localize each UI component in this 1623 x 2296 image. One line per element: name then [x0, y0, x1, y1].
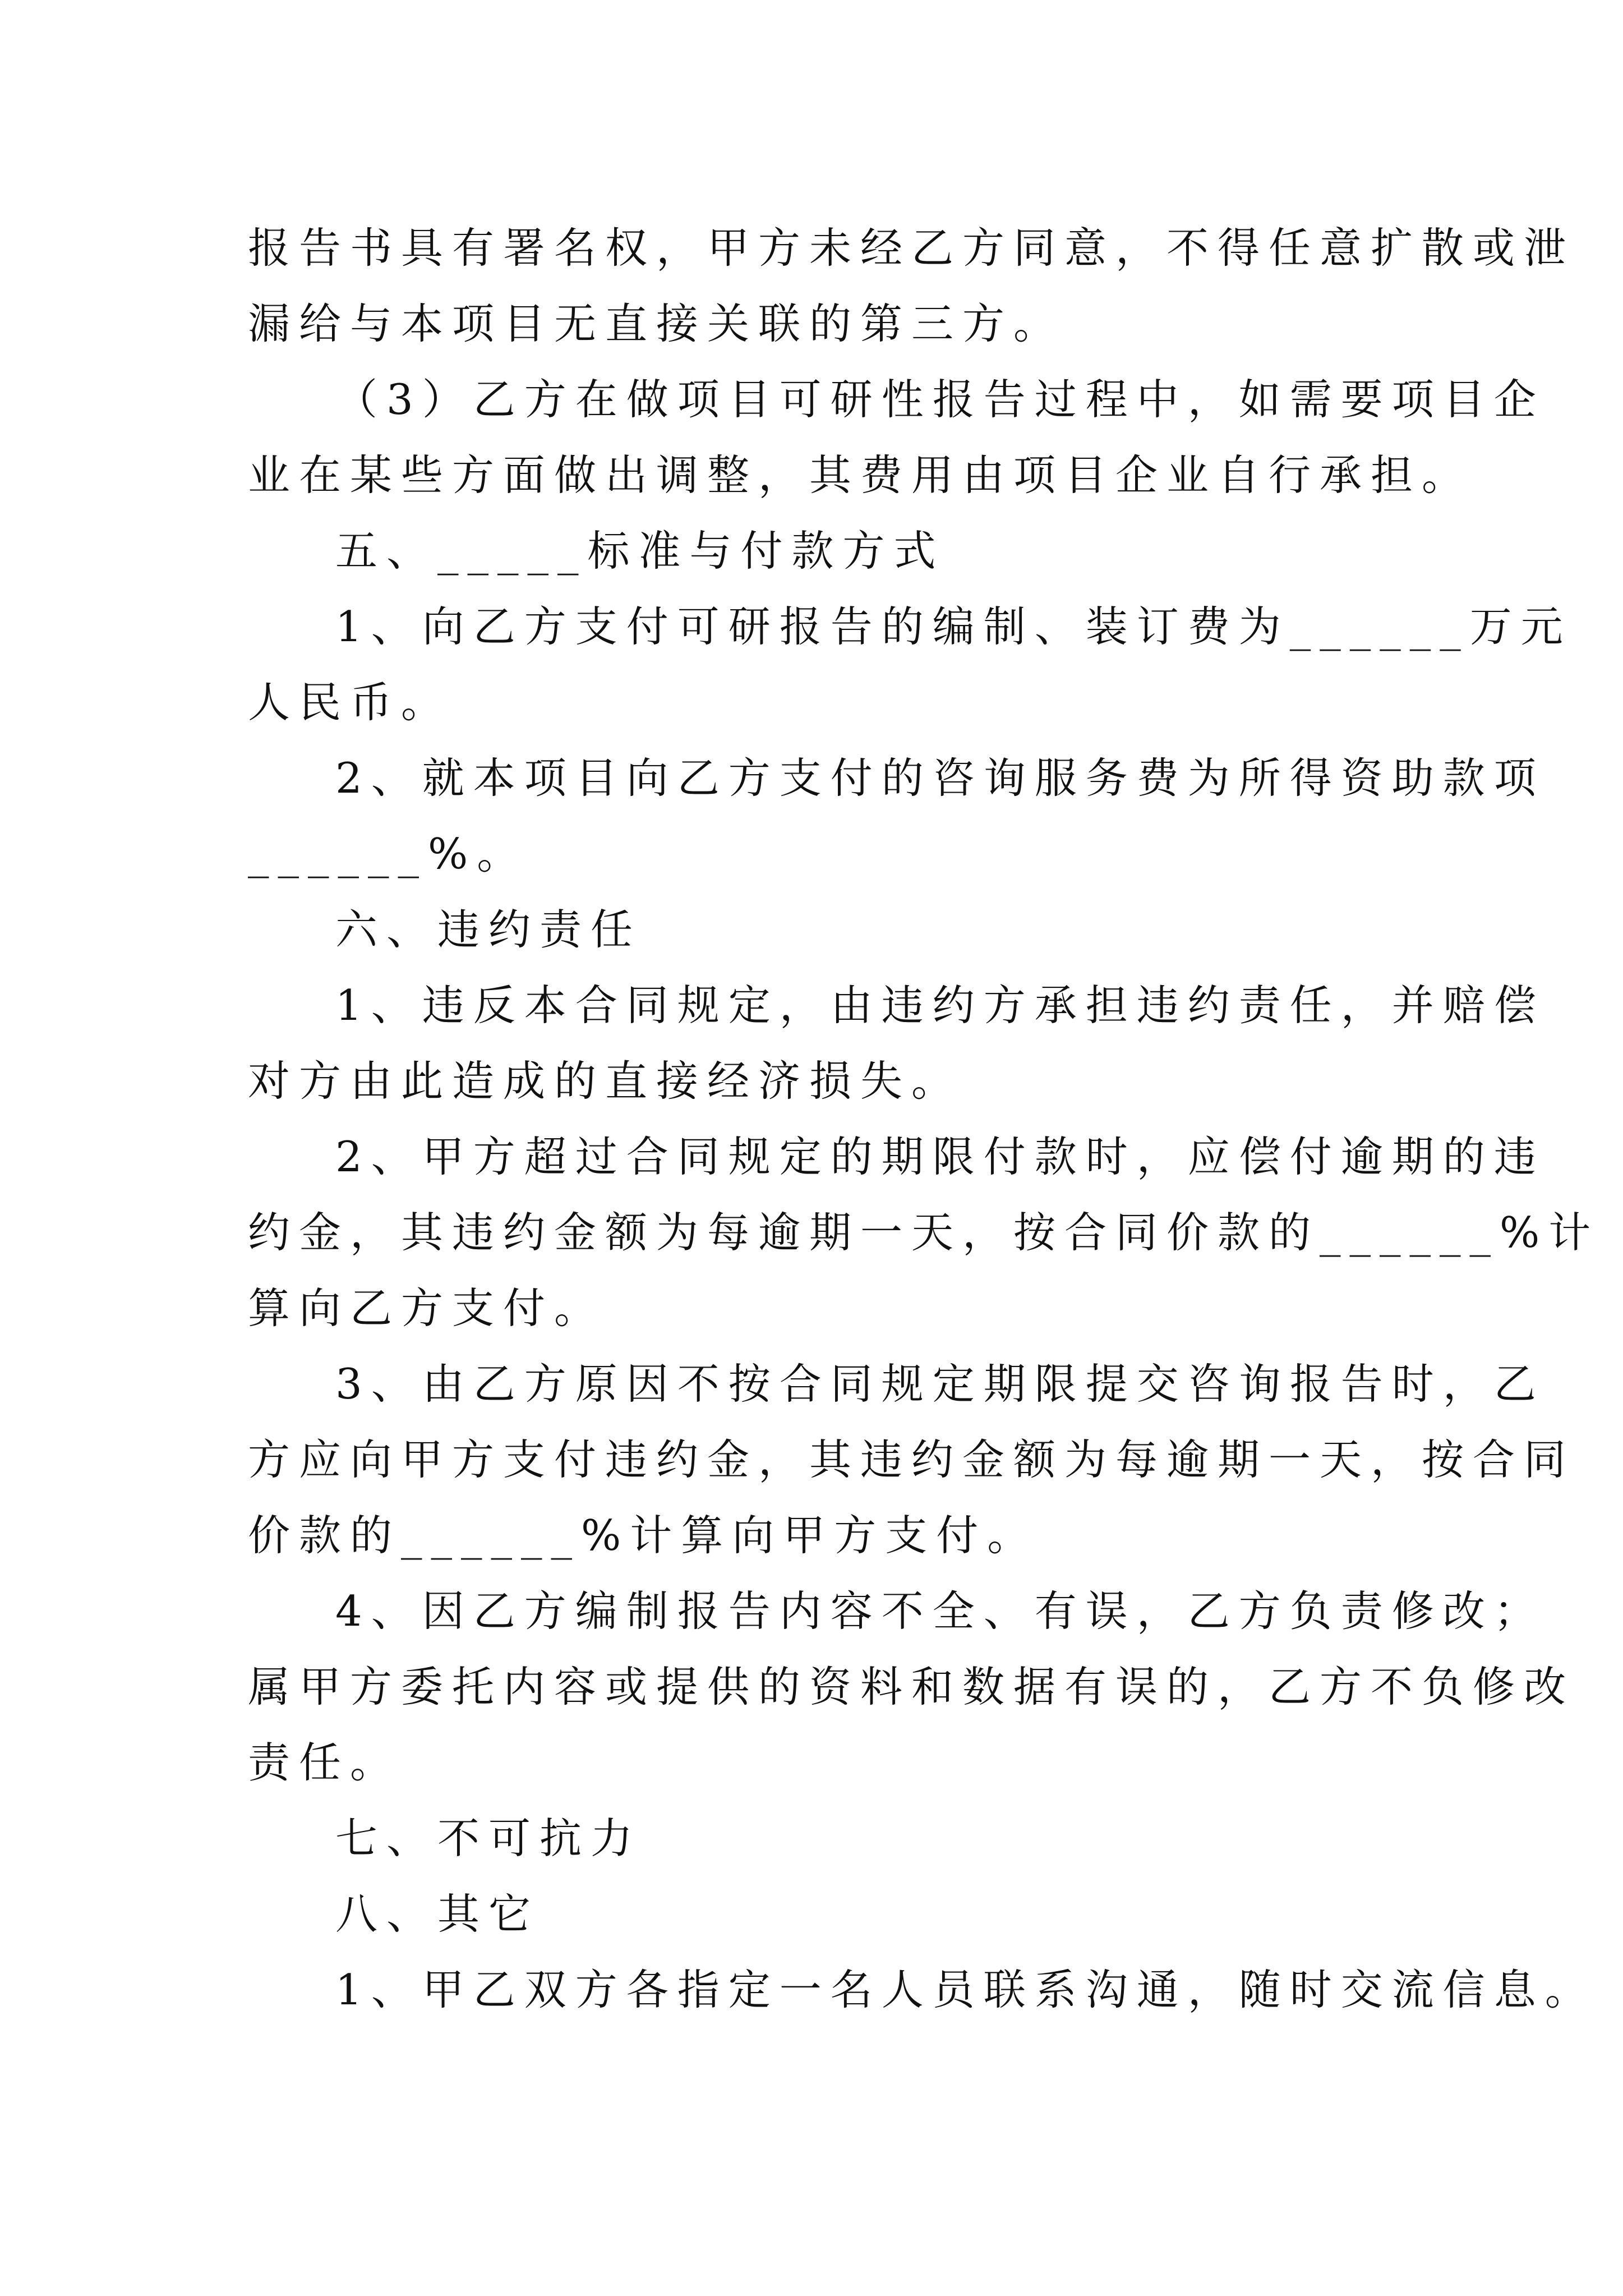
text-line: 1、甲乙双方各指定一名人员联系沟通，随时交流信息。: [335, 1965, 1596, 2014]
text-line: 对方由此造成的直接经济损失。: [248, 1056, 963, 1106]
text-line: 3、由乙方原因不按合同规定期限提交咨询报告时，乙: [335, 1359, 1545, 1409]
text-line: 方应向甲方支付违约金，其违约金额为每逾期一天，按合同: [248, 1435, 1575, 1484]
text-line: 报告书具有署名权，甲方未经乙方同意，不得任意扩散或泄: [248, 223, 1575, 273]
text-line: 4、因乙方编制报告内容不全、有误，乙方负责修改；: [335, 1586, 1545, 1636]
text-line: 1、向乙方支付可研报告的编制、装订费为______万元: [335, 602, 1572, 651]
text-line: 业在某些方面做出调整，其费用由项目企业自行承担。: [248, 450, 1473, 500]
text-line: 2、甲方超过合同规定的期限付款时，应偿付逾期的违: [335, 1132, 1545, 1181]
text-line: 人民币。: [248, 678, 453, 727]
section-heading: 七、不可抗力: [335, 1814, 642, 1863]
text-line: 责任。: [248, 1738, 402, 1787]
text-line: 1、违反本合同规定，由违约方承担违约责任，并赔偿: [335, 981, 1545, 1030]
section-heading: 八、其它: [335, 1889, 540, 1939]
text-line: 属甲方委托内容或提供的资料和数据有误的，乙方不负修改: [248, 1662, 1575, 1711]
text-line: （3）乙方在做项目可研性报告过程中，如需要项目企: [335, 375, 1545, 424]
text-line: 价款的______%计算向甲方支付。: [248, 1511, 1039, 1560]
text-line: 算向乙方支付。: [248, 1283, 606, 1333]
text-line: 2、就本项目向乙方支付的咨询服务费为所得资助款项: [335, 753, 1545, 803]
text-line: 约金，其违约金额为每逾期一天，按合同价款的______%计: [248, 1208, 1600, 1257]
section-heading: 六、违约责任: [335, 905, 642, 954]
text-line: ______%。: [248, 829, 528, 878]
section-heading: 五、_____标准与付款方式: [335, 526, 945, 576]
text-line: 漏给与本项目无直接关联的第三方。: [248, 299, 1065, 348]
